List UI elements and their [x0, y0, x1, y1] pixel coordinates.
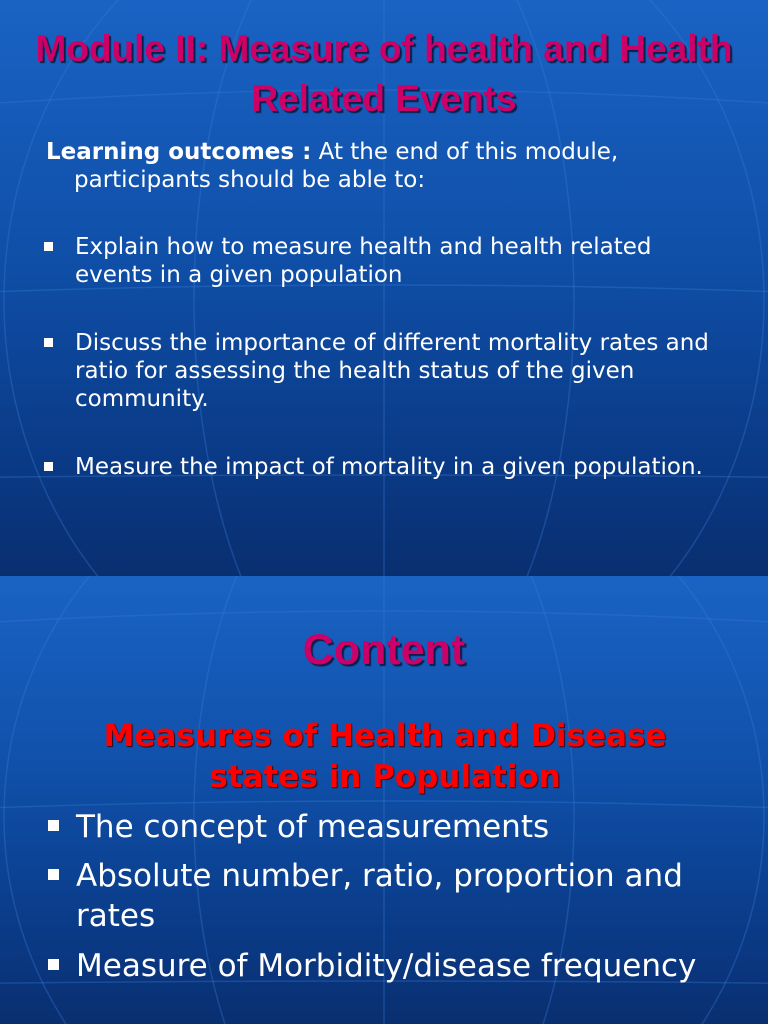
content-bullet: [48, 807, 738, 847]
intro-text-continued: participants should be able to:: [74, 167, 426, 193]
learning-outcomes-label: Learning outcomes :: [46, 139, 312, 165]
outcome-bullet: [44, 453, 734, 481]
bullet-square-icon: [44, 338, 53, 347]
slide-subtitle-text: Measures of Health and Disease states in Population: [103, 718, 667, 795]
slide-title: [0, 624, 768, 676]
outcome-bullet-text: Discuss the importance of different mortality rates and ratio for assessing the health status of the given community.: [75, 330, 709, 412]
outcome-bullet-text: Explain how to measure health and health related events in a given population: [75, 234, 652, 288]
content-bullet-text: Absolute number, ratio, proportion and rates: [76, 858, 683, 934]
slide-content: [0, 576, 768, 1024]
bullet-square-icon: [44, 242, 53, 251]
slide-title-text: Content: [302, 626, 466, 674]
slide-title-text: Module II: Measure of health and Health Related Events: [35, 28, 733, 119]
intro-text: At the end of this module,: [318, 139, 619, 165]
content-bullet-text: Measure of Morbidity/disease frequency: [76, 948, 697, 984]
slide-subtitle: [60, 716, 710, 798]
bullet-square-icon: [44, 462, 53, 471]
bullet-square-icon: [48, 959, 59, 970]
outcome-bullet-text: Measure the impact of mortality in a given population.: [75, 454, 703, 480]
content-bullet: [48, 946, 738, 986]
slide-title: [0, 24, 768, 124]
content-bullet-text: The concept of measurements: [76, 809, 550, 845]
bullet-square-icon: [48, 869, 59, 880]
intro-paragraph: [46, 138, 618, 194]
bullet-square-icon: [48, 820, 59, 831]
outcome-bullet: [44, 329, 734, 413]
outcome-bullet: [44, 233, 734, 289]
content-bullet: [48, 856, 738, 936]
